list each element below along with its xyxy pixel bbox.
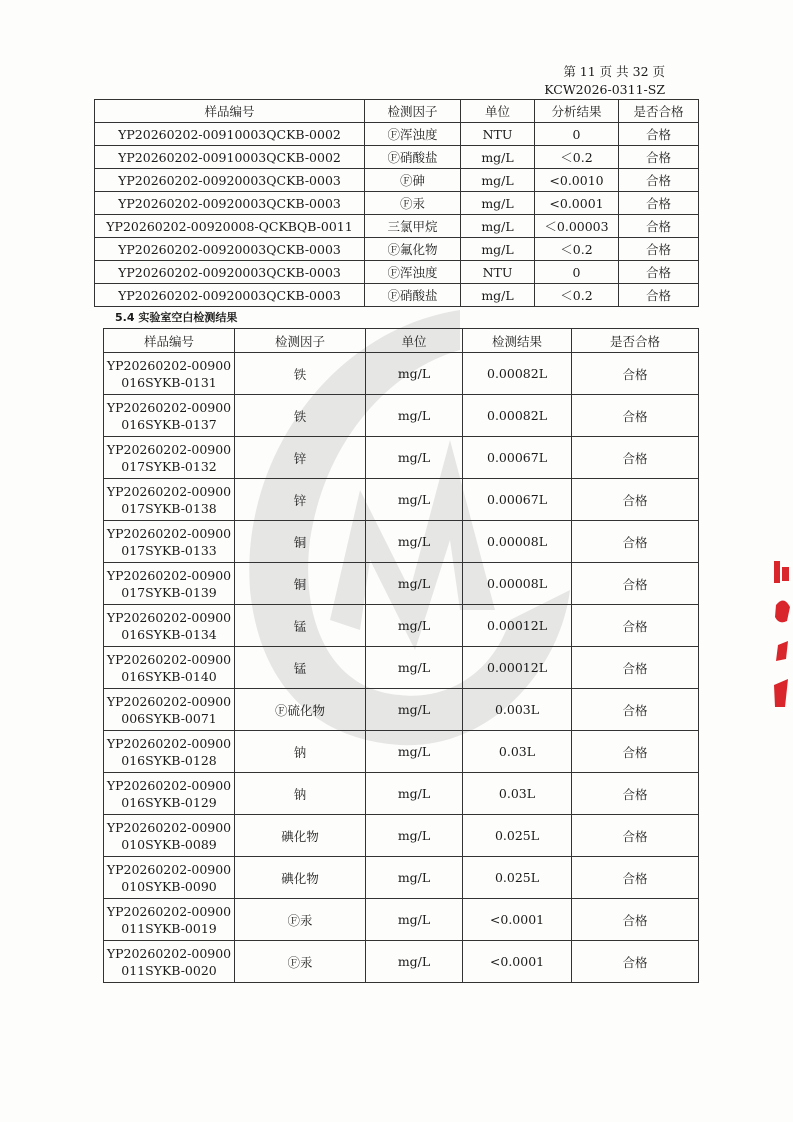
cell-qualified: 合格 [572, 773, 699, 815]
table-row [104, 899, 699, 941]
report-number: KCW2026-0311-SZ [544, 82, 665, 97]
red-seal-stamp [766, 555, 793, 715]
cell-unit: NTU [461, 261, 535, 284]
lab-blank-results-table [103, 328, 699, 983]
col-sample-id: 样品编号 [95, 100, 365, 123]
cell-test-factor: Ⓕ硝酸盐 [365, 284, 461, 307]
cell-sample-id: YP20260202-00910003QCKB-0002 [95, 146, 365, 169]
table-row [104, 857, 699, 899]
cell-test-factor: 铁 [235, 395, 366, 437]
col-sample-id: 样品编号 [104, 329, 235, 353]
cell-sample-id: YP20260202-00920008-QCKBQB-0011 [95, 215, 365, 238]
col-unit: 单位 [366, 329, 463, 353]
cell-test-factor: 铜 [235, 521, 366, 563]
table-row [95, 146, 699, 169]
cell-qualified: 合格 [572, 857, 699, 899]
table-header-row [104, 329, 699, 353]
cell-result: 0.03L [463, 773, 572, 815]
cell-test-factor: Ⓕ砷 [365, 169, 461, 192]
cell-unit: mg/L [461, 169, 535, 192]
cell-test-factor: 锰 [235, 605, 366, 647]
cell-test-factor: 钠 [235, 773, 366, 815]
cell-result: 0.00012L [463, 647, 572, 689]
cell-qualified: 合格 [572, 479, 699, 521]
cell-unit: mg/L [366, 689, 463, 731]
col-unit: 单位 [461, 100, 535, 123]
table-row [104, 941, 699, 983]
cell-sample-id: YP20260202-00900 017SYKB-0133 [104, 521, 235, 563]
qc-blank-results-table [94, 99, 699, 307]
cell-result: 0.00008L [463, 521, 572, 563]
table-row [104, 437, 699, 479]
cell-result: 0.00008L [463, 563, 572, 605]
table-row [95, 169, 699, 192]
cell-sample-id: YP20260202-00900 017SYKB-0138 [104, 479, 235, 521]
cell-sample-id: YP20260202-00900 016SYKB-0140 [104, 647, 235, 689]
cell-test-factor: Ⓕ汞 [365, 192, 461, 215]
cell-result: 0.03L [463, 731, 572, 773]
cell-qualified: 合格 [572, 899, 699, 941]
cell-sample-id: YP20260202-00900 011SYKB-0019 [104, 899, 235, 941]
cell-result: 0.00067L [463, 437, 572, 479]
cell-test-factor: 锌 [235, 479, 366, 521]
cell-sample-id: YP20260202-00900 016SYKB-0131 [104, 353, 235, 395]
table-row [104, 815, 699, 857]
col-test-factor: 检测因子 [235, 329, 366, 353]
cell-unit: mg/L [366, 899, 463, 941]
cell-qualified: 合格 [572, 731, 699, 773]
cell-unit: mg/L [366, 563, 463, 605]
cell-qualified: 合格 [572, 605, 699, 647]
cell-test-factor: Ⓕ浑浊度 [365, 261, 461, 284]
cell-unit: mg/L [366, 647, 463, 689]
cell-test-factor: 钠 [235, 731, 366, 773]
cell-unit: mg/L [366, 521, 463, 563]
cell-sample-id: YP20260202-00900 010SYKB-0089 [104, 815, 235, 857]
cell-test-factor: 碘化物 [235, 815, 366, 857]
cell-qualified: 合格 [572, 563, 699, 605]
cell-result: 0.00082L [463, 395, 572, 437]
cell-unit: mg/L [366, 857, 463, 899]
cell-sample-id: YP20260202-00920003QCKB-0003 [95, 238, 365, 261]
cell-qualified: 合格 [572, 521, 699, 563]
cell-sample-id: YP20260202-00920003QCKB-0003 [95, 284, 365, 307]
table-row [104, 521, 699, 563]
cell-test-factor: 碘化物 [235, 857, 366, 899]
cell-result: 0 [535, 123, 619, 146]
cell-unit: mg/L [366, 353, 463, 395]
cell-result: <0.0001 [535, 192, 619, 215]
table-row [95, 215, 699, 238]
table-row [95, 238, 699, 261]
cell-sample-id: YP20260202-00920003QCKB-0003 [95, 261, 365, 284]
cell-result: 0.003L [463, 689, 572, 731]
cell-qualified: 合格 [572, 437, 699, 479]
cell-qualified: 合格 [619, 169, 699, 192]
cell-sample-id: YP20260202-00900 016SYKB-0129 [104, 773, 235, 815]
cell-test-factor: 铜 [235, 563, 366, 605]
cell-unit: mg/L [366, 815, 463, 857]
cell-test-factor: Ⓕ硝酸盐 [365, 146, 461, 169]
cell-result: 0 [535, 261, 619, 284]
cell-result: ＜0.2 [535, 238, 619, 261]
cell-unit: mg/L [366, 605, 463, 647]
cell-result: ＜0.00003 [535, 215, 619, 238]
table-row [104, 479, 699, 521]
table-row [95, 192, 699, 215]
cell-qualified: 合格 [572, 353, 699, 395]
cell-sample-id: YP20260202-00900 010SYKB-0090 [104, 857, 235, 899]
table-row [104, 353, 699, 395]
cell-qualified: 合格 [619, 192, 699, 215]
cell-sample-id: YP20260202-00900 016SYKB-0134 [104, 605, 235, 647]
cell-unit: mg/L [366, 437, 463, 479]
cell-unit: mg/L [366, 479, 463, 521]
cell-sample-id: YP20260202-00900 017SYKB-0132 [104, 437, 235, 479]
cell-qualified: 合格 [619, 215, 699, 238]
cell-qualified: 合格 [619, 123, 699, 146]
cell-test-factor: Ⓕ汞 [235, 941, 366, 983]
cell-qualified: 合格 [572, 689, 699, 731]
table-row [104, 773, 699, 815]
cell-unit: mg/L [366, 395, 463, 437]
cell-test-factor: Ⓕ汞 [235, 899, 366, 941]
cell-qualified: 合格 [572, 395, 699, 437]
cell-unit: NTU [461, 123, 535, 146]
col-qualified: 是否合格 [619, 100, 699, 123]
cell-unit: mg/L [366, 941, 463, 983]
cell-result: <0.0010 [535, 169, 619, 192]
cell-qualified: 合格 [619, 146, 699, 169]
cell-test-factor: 三氯甲烷 [365, 215, 461, 238]
cell-qualified: 合格 [572, 941, 699, 983]
cell-test-factor: Ⓕ硫化物 [235, 689, 366, 731]
cell-result: 0.00012L [463, 605, 572, 647]
cell-unit: mg/L [461, 192, 535, 215]
cell-unit: mg/L [461, 284, 535, 307]
col-result: 分析结果 [535, 100, 619, 123]
cell-result: 0.00082L [463, 353, 572, 395]
col-qualified: 是否合格 [572, 329, 699, 353]
cell-result: 0.025L [463, 815, 572, 857]
cell-test-factor: Ⓕ浑浊度 [365, 123, 461, 146]
col-test-factor: 检测因子 [365, 100, 461, 123]
table-row [95, 123, 699, 146]
cell-unit: mg/L [461, 238, 535, 261]
table-row [104, 563, 699, 605]
cell-test-factor: 锰 [235, 647, 366, 689]
cell-sample-id: YP20260202-00900 017SYKB-0139 [104, 563, 235, 605]
cell-sample-id: YP20260202-00920003QCKB-0003 [95, 192, 365, 215]
cell-qualified: 合格 [619, 238, 699, 261]
cell-sample-id: YP20260202-00900 016SYKB-0128 [104, 731, 235, 773]
cell-sample-id: YP20260202-00900 011SYKB-0020 [104, 941, 235, 983]
section-title: 5.4 实验室空白检测结果 [115, 311, 238, 324]
cell-sample-id: YP20260202-00920003QCKB-0003 [95, 169, 365, 192]
cell-result: ＜0.2 [535, 284, 619, 307]
cell-result: 0.025L [463, 857, 572, 899]
cell-test-factor: 铁 [235, 353, 366, 395]
page-number: 第 11 页 共 32 页 [563, 64, 665, 79]
cell-unit: mg/L [366, 773, 463, 815]
cell-qualified: 合格 [619, 261, 699, 284]
cell-qualified: 合格 [572, 815, 699, 857]
cell-qualified: 合格 [619, 284, 699, 307]
cell-unit: mg/L [461, 215, 535, 238]
cell-result: <0.0001 [463, 899, 572, 941]
cell-qualified: 合格 [572, 647, 699, 689]
cell-result: ＜0.2 [535, 146, 619, 169]
cell-unit: mg/L [366, 731, 463, 773]
cell-unit: mg/L [461, 146, 535, 169]
cell-result: 0.00067L [463, 479, 572, 521]
cell-sample-id: YP20260202-00900 006SYKB-0071 [104, 689, 235, 731]
cell-test-factor: 锌 [235, 437, 366, 479]
table-row [104, 689, 699, 731]
table-row [104, 731, 699, 773]
cell-result: <0.0001 [463, 941, 572, 983]
table-header-row [95, 100, 699, 123]
table-row [104, 395, 699, 437]
table-row [95, 284, 699, 307]
table-row [95, 261, 699, 284]
table-row [104, 647, 699, 689]
cell-sample-id: YP20260202-00900 016SYKB-0137 [104, 395, 235, 437]
table-row [104, 605, 699, 647]
cell-test-factor: Ⓕ氟化物 [365, 238, 461, 261]
cell-sample-id: YP20260202-00910003QCKB-0002 [95, 123, 365, 146]
col-result: 检测结果 [463, 329, 572, 353]
